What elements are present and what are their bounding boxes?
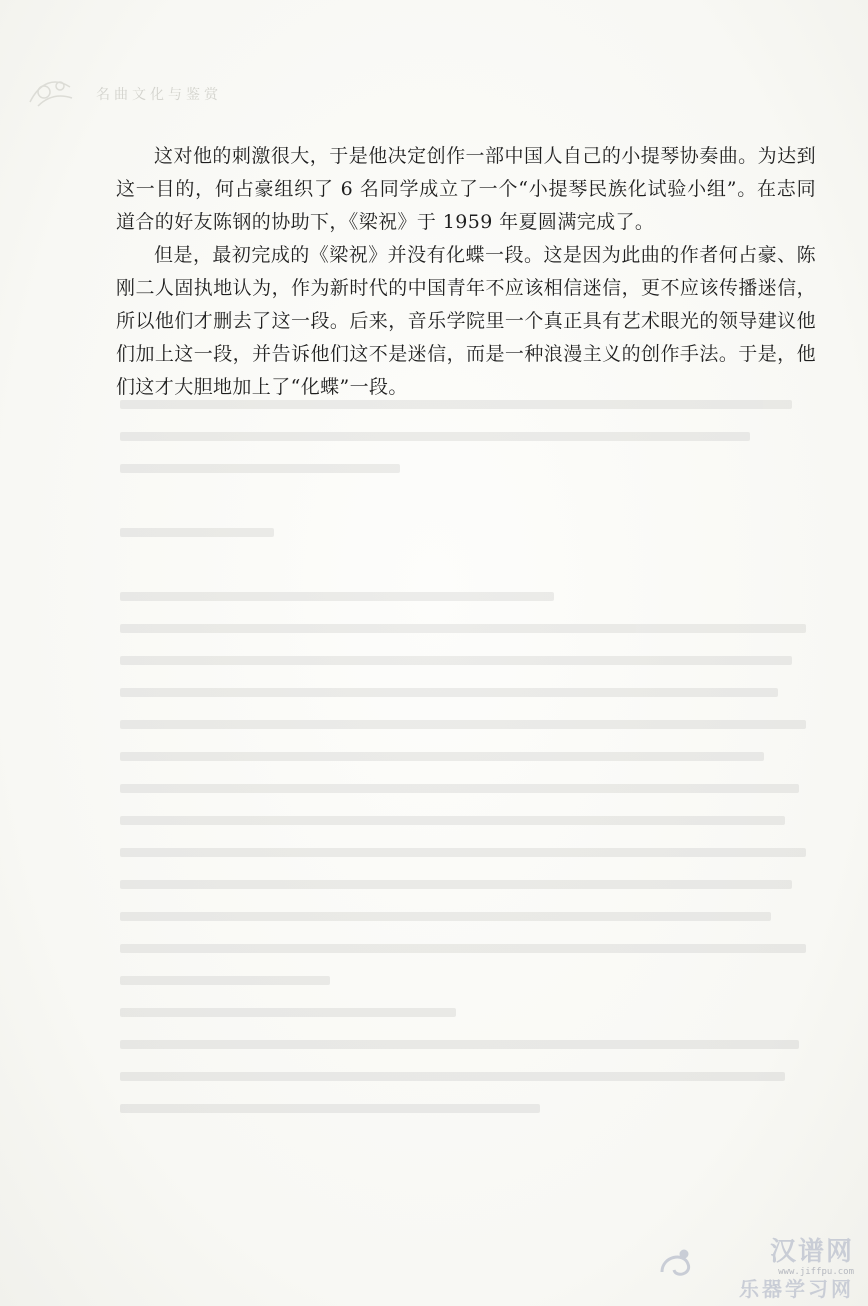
paragraph: 这对他的刺激很大，于是他决定创作一部中国人自己的小提琴协奏曲。为达到这一目的，何占豪组织了 6 名同学成立了一个“小提琴民族化试验小组”。在志同道合的好友陈钢的协助下，《梁祝》于 1959 年夏圆满完成了。 (116, 145, 816, 233)
paragraph: 但是，最初完成的《梁祝》并没有化蝶一段。这是因为此曲的作者何占豪、陈刚二人固执地认为，作为新时代的中国青年不应该相信迷信，更不应该传播迷信，所以他们才删去了这一段。后来，音乐学院里一个真正具有艺术眼光的领导建议他们加上这一段，并告诉他们这不是迷信，而是一种浪漫主义的创作手法。于是，他们这才大胆地加上了“化蝶”一段。 (116, 244, 816, 398)
watermark-subtitle: 乐器学习网 (739, 1277, 854, 1301)
floral-ornament-icon (20, 62, 100, 122)
body-text (116, 140, 816, 404)
running-head: 名曲文化与鉴赏 (96, 87, 222, 103)
swirl-logo-icon (654, 1242, 698, 1286)
watermark-title: 汉谱网 (769, 1237, 854, 1267)
reverse-side-bleed-through (120, 400, 820, 1220)
watermark-url: www.jiffpu.com (778, 1267, 854, 1277)
site-watermark (654, 1237, 854, 1301)
